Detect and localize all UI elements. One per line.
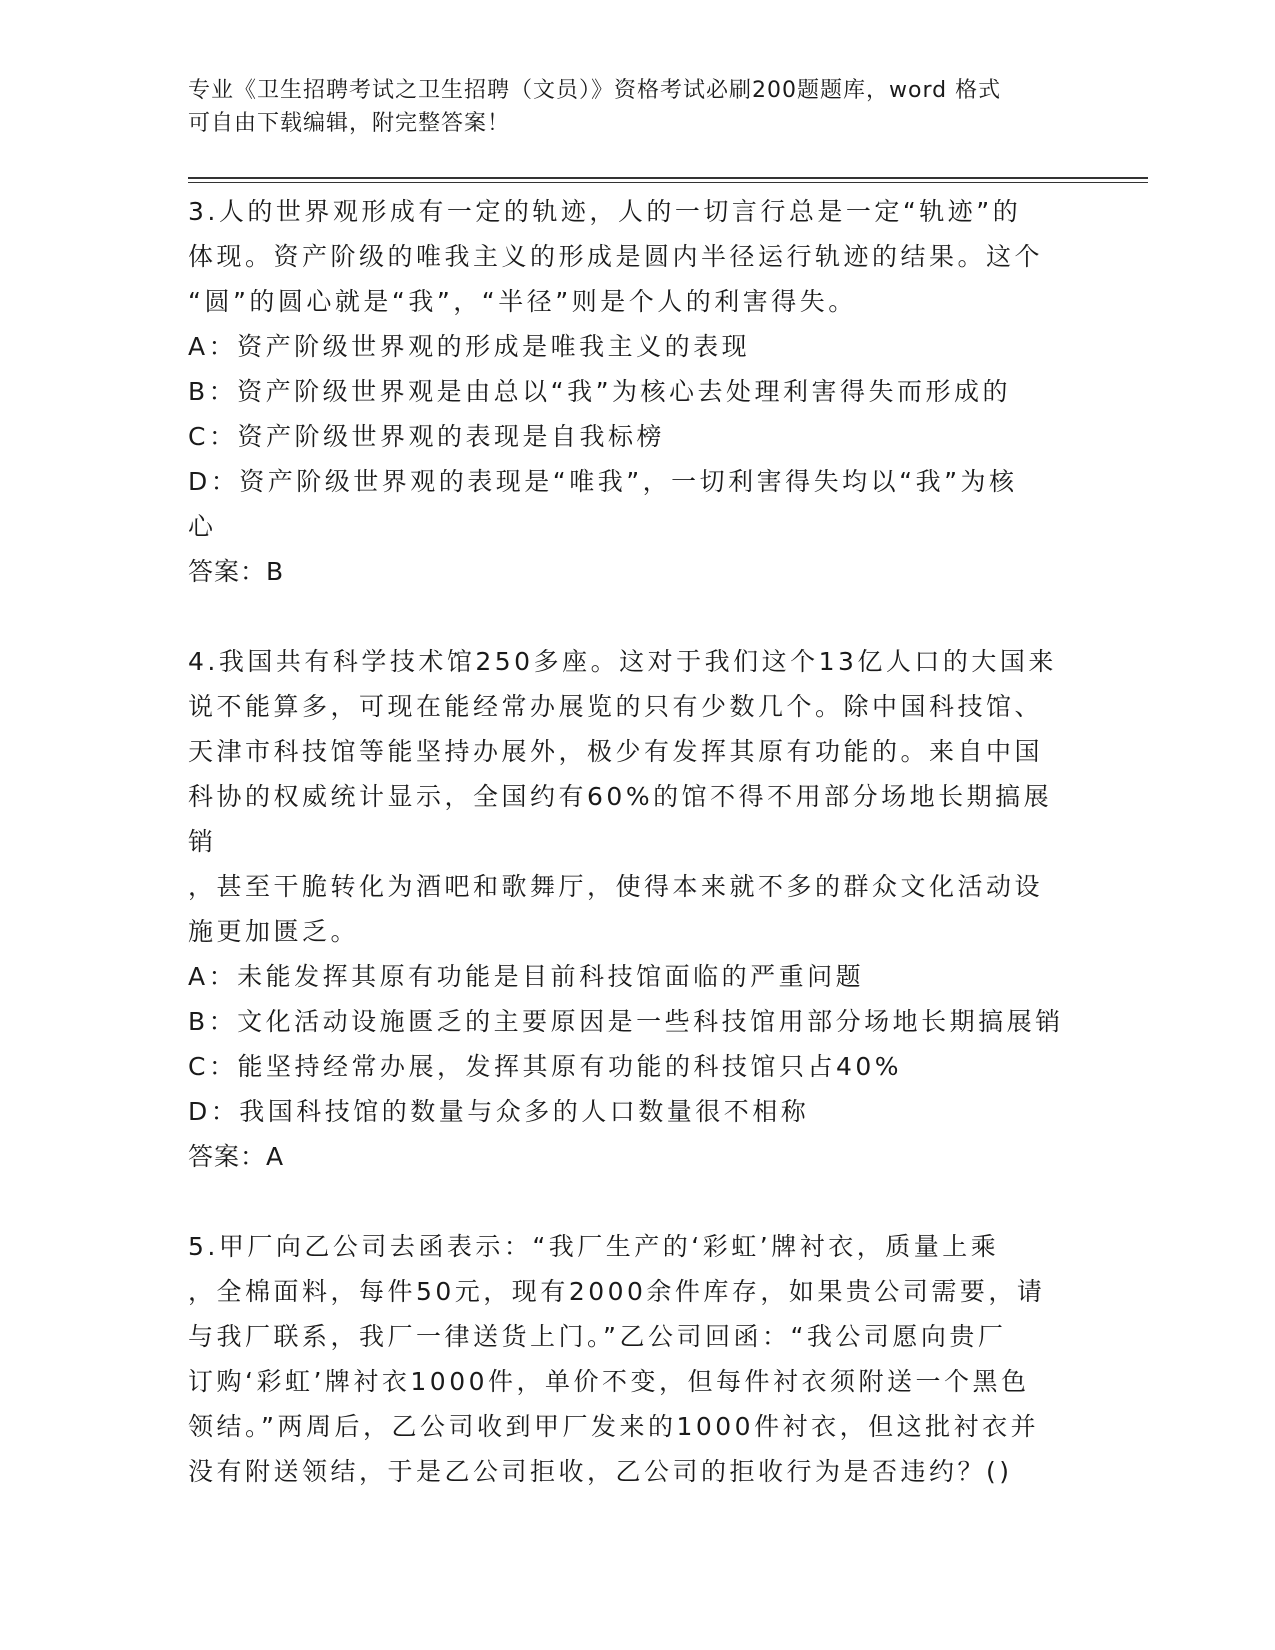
question-4-line-6: 施更加匮乏。 [188, 917, 360, 946]
question-4-line-4: 科协的权威统计显示，全国约有60%的馆不得不用部分场地长期搞展销 [188, 782, 1053, 856]
question-4-option-b: B：文化活动设施匮乏的主要原因是一些科技馆用部分场地长期搞展销 [188, 1007, 1064, 1036]
document-header [188, 74, 1068, 140]
question-4-line-1: 4.我国共有科学技术馆250多座。这对于我们这个13亿人口的大国来 [188, 647, 1057, 676]
question-4-line-5: ，甚至干脆转化为酒吧和歌舞厅，使得本来就不多的群众文化活动设 [188, 872, 1044, 901]
question-4-option-a: A：未能发挥其原有功能是目前科技馆面临的严重问题 [188, 962, 865, 991]
question-5-line-1: 5.甲厂向乙公司去函表示：“我厂生产的‘彩虹’牌衬衣，质量上乘 [188, 1232, 1000, 1261]
question-4-line-2: 说不能算多，可现在能经常办展览的只有少数几个。除中国科技馆、 [188, 692, 1044, 721]
question-3-option-d-cont: 心 [188, 512, 217, 541]
question-4-option-c: C：能坚持经常办展，发挥其原有功能的科技馆只占40% [188, 1052, 903, 1081]
question-5 [188, 1224, 1078, 1494]
question-4 [188, 639, 1078, 1179]
header-rule-thin [188, 182, 1148, 183]
question-4-option-d: D：我国科技馆的数量与众多的人口数量很不相称 [188, 1097, 810, 1126]
question-3-option-d: D：资产阶级世界观的表现是“唯我”，一切利害得失均以“我”为核 [188, 467, 1018, 496]
header-line-2: 可自由下载编辑，附完整答案！ [188, 111, 511, 136]
header-line-1: 专业《卫生招聘考试之卫生招聘（文员）》资格考试必刷200题题库，word 格式 [188, 78, 1002, 103]
header-rule-thick [188, 177, 1148, 179]
question-list [188, 189, 1078, 1494]
question-3-line-3: “圆”的圆心就是“我”，“半径”则是个人的利害得失。 [188, 287, 857, 316]
question-3-line-2: 体现。资产阶级的唯我主义的形成是圆内半径运行轨迹的结果。这个 [188, 242, 1044, 271]
question-3-line-1: 3.人的世界观形成有一定的轨迹，人的一切言行总是一定“轨迹”的 [188, 197, 1022, 226]
question-4-answer: 答案：A [188, 1142, 285, 1171]
question-3-option-a: A：资产阶级世界观的形成是唯我主义的表现 [188, 332, 751, 361]
question-3 [188, 189, 1078, 594]
question-5-line-4: 订购‘彩虹’牌衬衣1000件，单价不变，但每件衬衣须附送一个黑色 [188, 1367, 1030, 1396]
question-5-line-5: 领结。”两周后，乙公司收到甲厂发来的1000件衬衣，但这批衬衣并 [188, 1412, 1040, 1441]
question-4-line-3: 天津市科技馆等能坚持办展外，极少有发挥其原有功能的。来自中国 [188, 737, 1044, 766]
question-3-option-b: B：资产阶级世界观是由总以“我”为核心去处理利害得失而形成的 [188, 377, 1012, 406]
question-3-option-c: C：资产阶级世界观的表现是自我标榜 [188, 422, 665, 451]
question-3-answer: 答案：B [188, 557, 285, 586]
question-5-line-3: 与我厂联系，我厂一律送货上门。”乙公司回函：“我公司愿向贵厂 [188, 1322, 1007, 1351]
question-5-line-6: 没有附送领结，于是乙公司拒收，乙公司的拒收行为是否违约？() [188, 1457, 1013, 1486]
question-5-line-2: ，全棉面料，每件50元，现有2000余件库存，如果贵公司需要，请 [188, 1277, 1046, 1306]
